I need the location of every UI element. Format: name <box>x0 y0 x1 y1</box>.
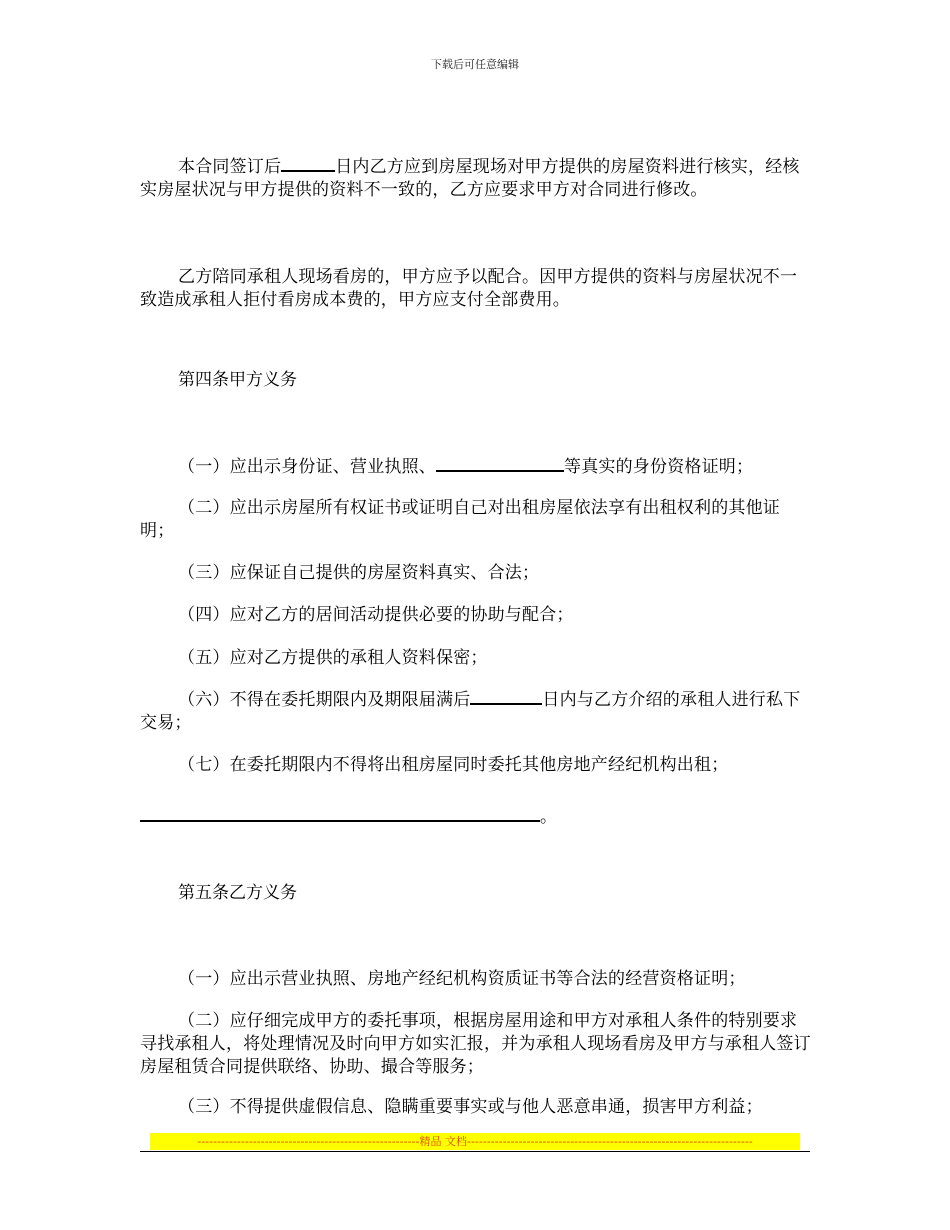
paragraph-verification <box>140 156 812 202</box>
clause-4-5: （五）应对乙方提供的承租人资料保密； <box>178 648 488 668</box>
fill-blank[interactable] <box>281 156 335 172</box>
clause-4-7: （七）在委托期限内不得将出租房屋同时委托其他房地产经纪机构出租； <box>178 755 729 775</box>
fill-blank[interactable] <box>436 456 564 472</box>
clause-5-1: （一）应出示营业执照、房地产经纪机构资质证书等合法的经营资格证明； <box>178 969 746 989</box>
footer-watermark-bar: --------------------------------------------------------精品 文档------------------------------------------------------------------------ <box>150 1133 800 1150</box>
clause-4-3: （三）应保证自己提供的房屋资料真实、合法； <box>178 563 540 583</box>
clause-5-3: （三）不得提供虚假信息、隐瞒重要事实或与他人恶意串通，损害甲方利益； <box>178 1097 763 1117</box>
clause-text: （一）应出示身份证、营业执照、 <box>178 457 436 477</box>
fill-blank[interactable] <box>470 689 542 705</box>
clause-5-2: （二）应仔细完成甲方的委托事项，根据房屋用途和甲方对承租人条件的特别要求寻找承租人，将处理情况及时向甲方如实汇报，并为承租人现场看房及甲方与承租人签订房屋租赁合同提供联络、协助、撮合等服务； <box>140 1011 811 1077</box>
clause-text: 等真实的身份资格证明； <box>564 457 754 477</box>
clause-4-1 <box>140 456 812 479</box>
clause-text: （六）不得在委托期限内及期限届满后 <box>178 690 471 710</box>
footer-rule <box>140 1151 810 1152</box>
clause-4-4: （四）应对乙方的居间活动提供必要的协助与配合； <box>178 605 574 625</box>
clause-text: 日内与乙方介绍的承租人进行私下交易； <box>140 690 801 733</box>
clause-4-8 <box>140 806 557 829</box>
paragraph-text: 日内乙方应到房屋现场对甲方提供的房屋资料进行核实，经核实房屋状况与甲方提供的资料不一致的，乙方应要求甲方对合同进行修改。 <box>140 157 800 200</box>
clause-4-6 <box>140 689 812 735</box>
fill-blank-long[interactable] <box>140 806 540 822</box>
clause-4-2: （二）应出示房屋所有权证书或证明自己对出租房屋依法享有出租权利的其他证明； <box>140 498 780 541</box>
article-4-heading: 第四条甲方义务 <box>178 370 297 390</box>
clause-text: 。 <box>540 807 557 827</box>
paragraph-text: 本合同签订后 <box>178 157 282 177</box>
page-header: 下载后可任意编辑 <box>431 58 519 71</box>
article-5-heading: 第五条乙方义务 <box>178 883 297 903</box>
paragraph-viewing: 乙方陪同承租人现场看房的，甲方应予以配合。因甲方提供的资料与房屋状况不一致造成承租人拒付看房成本费的，甲方应支付全部费用。 <box>140 267 798 310</box>
